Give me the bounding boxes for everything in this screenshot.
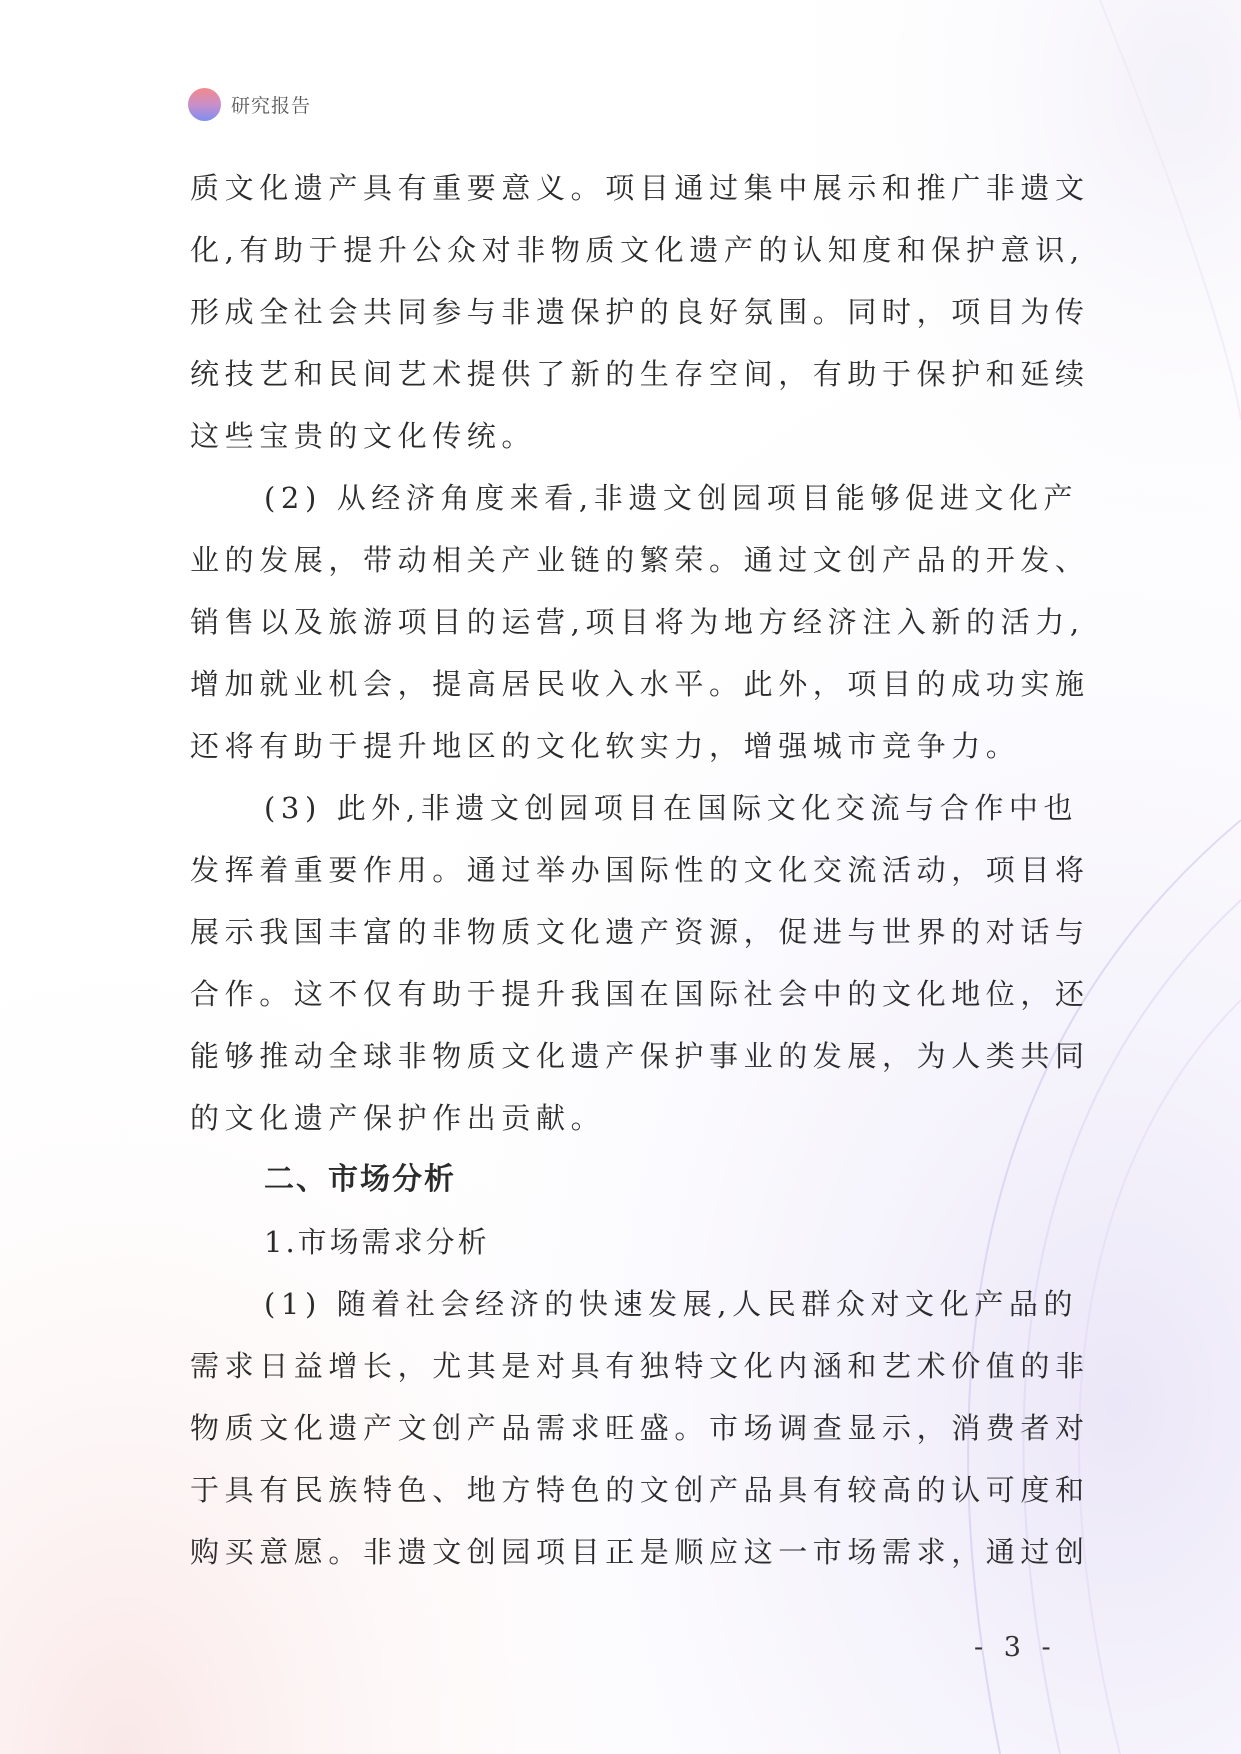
section-heading: 二、市场分析 [264, 1162, 456, 1197]
body-line: 能够推动全球非物质文化遗产保护事业的发展，为人类共同 [190, 1039, 1090, 1073]
body-line: 合作。这不仅有助于提升我国在国际社会中的文化地位，还 [190, 977, 1090, 1011]
body-line: 展示我国丰富的非物质文化遗产资源，促进与世界的对话与 [190, 915, 1090, 949]
header-title: 研究报告 [231, 95, 312, 117]
body-line: 的文化遗产保护作出贡献。 [190, 1101, 606, 1135]
logo-circle-icon [188, 88, 221, 121]
body-line: 化,有助于提升公众对非物质文化遗产的认知度和保护意识, [190, 233, 1085, 267]
body-line: 需求日益增长，尤其是对具有独特文化内涵和艺术价值的非 [190, 1349, 1090, 1383]
body-line: 物质文化遗产文创产品需求旺盛。市场调查显示，消费者对 [190, 1411, 1090, 1445]
body-line: (3) 此外,非遗文创园项目在国际文化交流与合作中也 [264, 791, 1079, 825]
body-line: 销售以及旅游项目的运营,项目将为地方经济注入新的活力, [190, 605, 1085, 639]
body-line: 质文化遗产具有重要意义。项目通过集中展示和推广非遗文 [190, 171, 1090, 205]
body-line: 于具有民族特色、地方特色的文创产品具有较高的认可度和 [190, 1473, 1090, 1507]
body-line: (1) 随着社会经济的快速发展,人民群众对文化产品的 [264, 1287, 1079, 1321]
body-line: 还将有助于提升地区的文化软实力，增强城市竞争力。 [190, 729, 1021, 763]
body-line: 业的发展，带动相关产业链的繁荣。通过文创产品的开发、 [190, 543, 1090, 577]
page-number: - 3 - [974, 1632, 1057, 1663]
body-line: 这些宝贵的文化传统。 [190, 419, 537, 453]
body-line: (2) 从经济角度来看,非遗文创园项目能够促进文化产 [264, 481, 1079, 515]
subsection-heading: 1.市场需求分析 [264, 1225, 490, 1259]
body-line: 形成全社会共同参与非遗保护的良好氛围。同时，项目为传 [190, 295, 1090, 329]
document-body [190, 157, 1090, 1583]
body-line: 发挥着重要作用。通过举办国际性的文化交流活动，项目将 [190, 853, 1090, 887]
report-header [188, 88, 311, 121]
body-line: 增加就业机会，提高居民收入水平。此外，项目的成功实施 [190, 667, 1090, 701]
body-line: 统技艺和民间艺术提供了新的生存空间，有助于保护和延续 [190, 357, 1090, 391]
body-line: 购买意愿。非遗文创园项目正是顺应这一市场需求，通过创 [190, 1535, 1090, 1569]
